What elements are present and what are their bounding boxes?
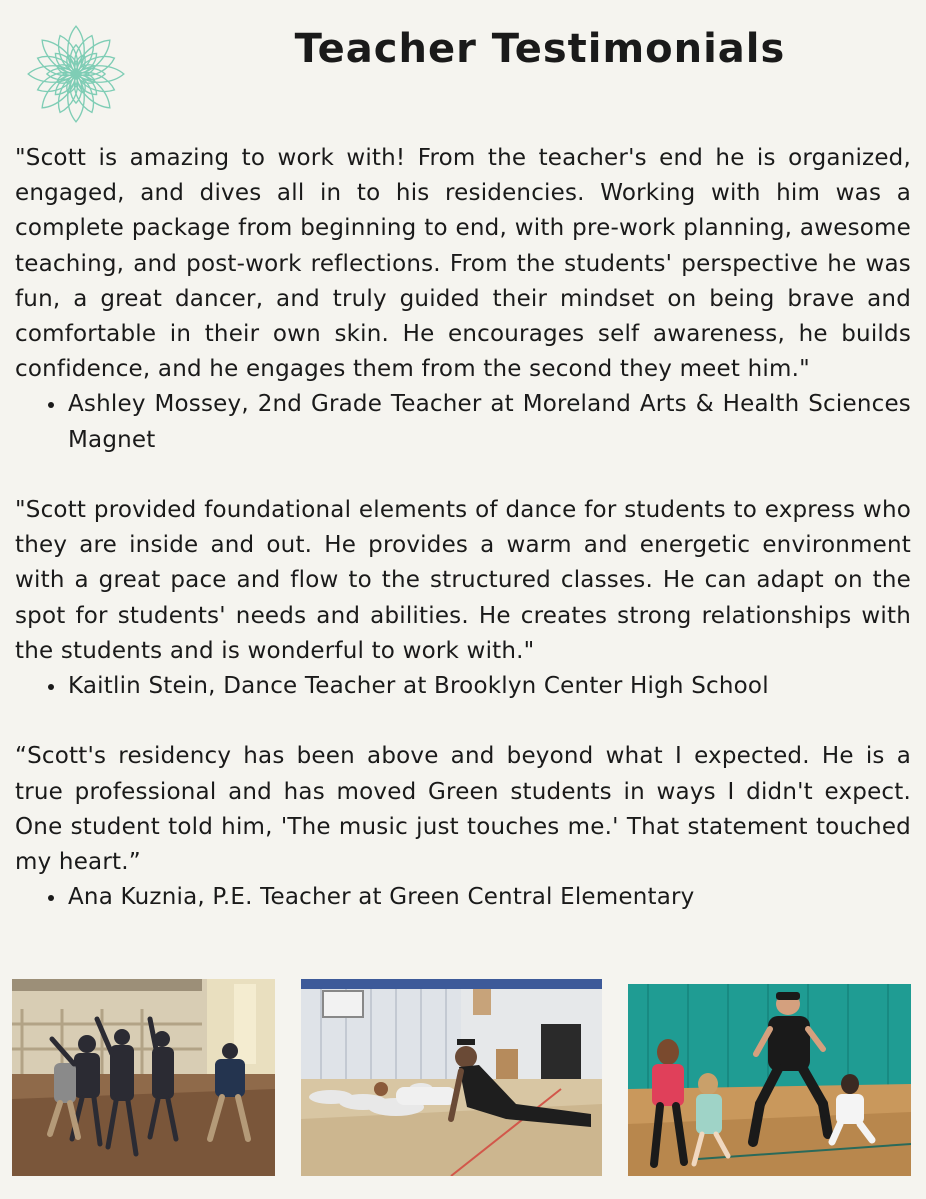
testimonial-attribution: Ana Kuznia, P.E. Teacher at Green Central Elementary [15, 880, 911, 915]
testimonial-2 [15, 493, 911, 704]
testimonial-quote: "Scott is amazing to work with! From the teacher's end he is organized, engaged, and dives all in to his residencies. Working with him was a complete package from beginning to end, with pre-work planning, awesome teaching, and post-work reflections. From the students' perspective he was fun, a great dancer, and truly guided their mindset on being brave and comfortable in their own skin. He encourages self awareness, he builds confidence, and he engages them from the second they meet him." [15, 145, 911, 383]
testimonial-3 [15, 739, 911, 915]
photo-students-dancing [12, 979, 275, 1176]
photo-teacher-stretching [301, 979, 602, 1176]
testimonial-attribution: Kaitlin Stein, Dance Teacher at Brooklyn Center High School [15, 669, 911, 704]
page-title: Teacher Testimonials [294, 26, 786, 72]
testimonial-1 [15, 141, 911, 458]
testimonial-quote: “Scott's residency has been above and beyond what I expected. He is a true professional and has moved Green students in ways I didn't expect. One student told him, 'The music just touches me.' That statement touched my heart.” [15, 743, 911, 876]
testimonial-quote: "Scott provided foundational elements of dance for students to express who they are inside and out. He provides a warm and energetic environment with a great pace and flow to the structured classes. He can adapt on the spot for students' needs and abilities. He creates strong relationships with the students and is wonderful to work with." [15, 497, 911, 664]
photo-instructor-with-kids [628, 984, 911, 1176]
testimonials [15, 141, 911, 951]
attribution-list [15, 669, 911, 704]
lotus-mandala-icon [24, 22, 128, 126]
testimonial-attribution: Ashley Mossey, 2nd Grade Teacher at Moreland Arts & Health Sciences Magnet [15, 387, 911, 457]
attribution-list [15, 880, 911, 915]
attribution-list [15, 387, 911, 457]
